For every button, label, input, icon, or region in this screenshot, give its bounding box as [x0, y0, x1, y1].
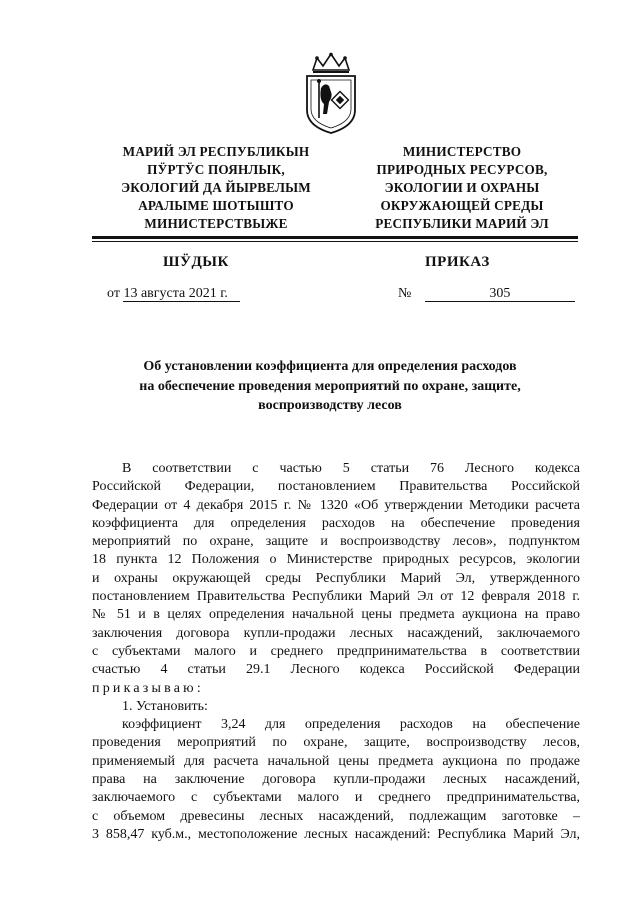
body-line: № 51 и в целях определения начальной цены предмета аукциона на право — [92, 607, 580, 623]
body-line: и охраны окружающей среды Республики Марий Эл, утвержденного — [92, 570, 580, 586]
header-right-line: ПРИРОДНЫХ РЕСУРСОВ, — [376, 162, 548, 177]
header-divider-thick — [92, 236, 578, 239]
date-prefix: от — [107, 286, 120, 301]
body-line: постановлением Правительства Республики Марий Эл от 12 февраля 2018 г. — [92, 589, 580, 605]
header-left-line: АРАЛЫМЕ ШОТЫШТО — [138, 198, 294, 213]
header-divider-thin — [92, 241, 578, 242]
body-line: мероприятий по охране, защите и воспроизводству лесов», подпунктом — [92, 534, 580, 550]
title-line: Об установлении коэффициента для определения расходов — [143, 359, 517, 374]
body-line: заключаемого с субъектами малого и среднего предпринимательства, — [92, 790, 580, 806]
doc-type-left: ШӰДЫК — [163, 254, 229, 270]
doc-type-right: ПРИКАЗ — [425, 254, 490, 270]
header-left-block — [106, 143, 326, 233]
header-right-line: ЭКОЛОГИИ И ОХРАНЫ — [384, 180, 540, 195]
body-line: 18 пункта 12 Положения о Министерстве природных ресурсов, экологии — [92, 552, 580, 568]
header-right-line: РЕСПУБЛИКИ МАРИЙ ЭЛ — [375, 216, 549, 231]
body-line: Российской Федерации, постановлением Правительства Российской — [92, 479, 580, 495]
body-line: с субъектами малого и среднего предпринимательства в соответствии — [92, 643, 580, 659]
body-line: Федерации от 4 декабря 2015 г. № 1320 «Об утверждении Методики расчета — [92, 497, 580, 513]
header-left-line: ЭКОЛОГИЙ ДА ЙЫРВЕЛЫМ — [121, 180, 311, 195]
body-line: В соответствии с частью 5 статьи 76 Лесного кодекса — [122, 461, 580, 476]
header-left-line: МИНИСТЕРСТВЫЖЕ — [144, 216, 288, 231]
document-body — [92, 460, 580, 844]
number-line — [398, 286, 575, 302]
document-title — [110, 357, 550, 416]
number-value: 305 — [425, 286, 575, 302]
date-line — [107, 286, 240, 302]
body-line: права на заключение договора купли-продажи лесных насаждений, — [92, 772, 580, 788]
body-line: счастью 4 статьи 29.1 Лесного кодекса Российской Федерации — [92, 662, 580, 678]
header-left-line: МАРИЙ ЭЛ РЕСПУБЛИКЫН — [122, 144, 310, 159]
body-line: проведения мероприятий по охране, защите, воспроизводству лесов, — [92, 735, 580, 751]
body-line: приказываю: — [92, 680, 204, 696]
body-line: заключения договора купли-продажи лесных насаждений, заключаемого — [92, 625, 580, 641]
date-value: 13 августа 2021 г. — [123, 286, 239, 302]
header-right-line: МИНИСТЕРСТВО — [402, 144, 522, 159]
title-line: на обеспечение проведения мероприятий по охране, защите, — [139, 378, 521, 394]
body-line: применяемый для расчета начальной цены предмета аукциона по продаже — [92, 753, 580, 769]
body-line: коэффициента для определения расходов на обеспечение проведения — [92, 515, 580, 531]
body-line: с объемом древесины лесных насаждений, подлежащим заготовке – — [92, 808, 580, 824]
body-line: 3 858,47 куб.м., местоположение лесных насаждений: Республика Марий Эл, — [92, 826, 580, 842]
coat-of-arms-emblem — [299, 52, 363, 136]
header-left-line: ПӰРТӰС ПОЯНЛЫК, — [147, 162, 285, 177]
body-line: коэффициент 3,24 для определения расходов на обеспечение — [122, 717, 580, 733]
header-right-block — [352, 143, 572, 233]
number-prefix: № — [398, 286, 412, 301]
body-line: 1. Установить: — [122, 698, 208, 714]
header-right-line: ОКРУЖАЮЩЕЙ СРЕДЫ — [380, 198, 544, 213]
title-line: воспроизводству лесов — [258, 398, 402, 413]
